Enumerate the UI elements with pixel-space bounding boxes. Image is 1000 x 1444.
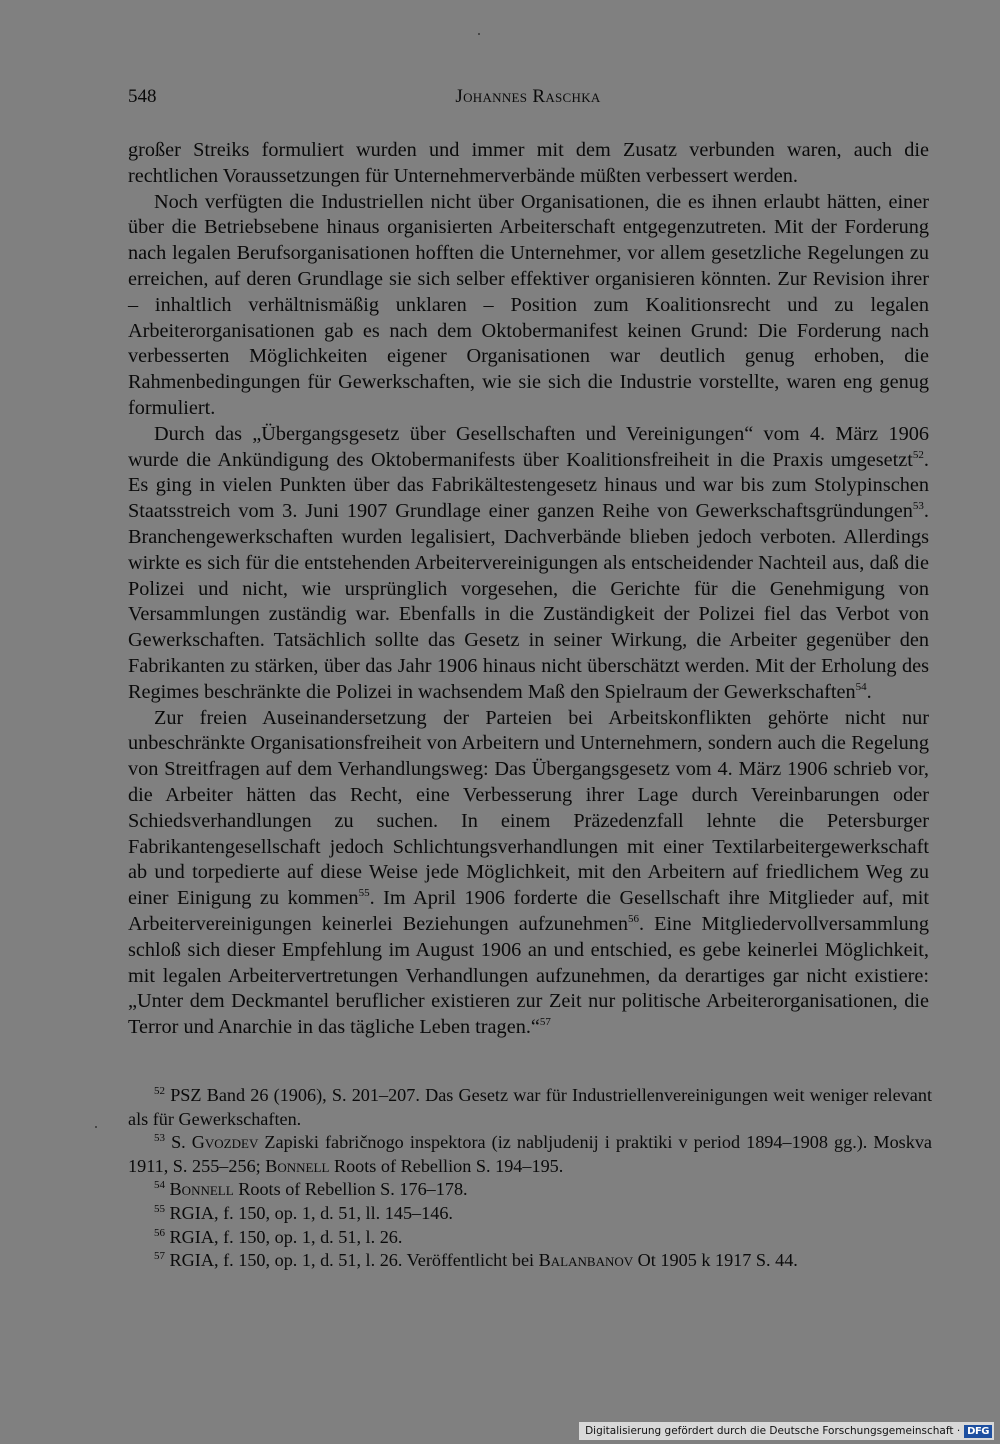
main-text <box>128 138 929 1041</box>
footnote-reference: 54 <box>855 680 867 693</box>
running-title: Johannes Raschka <box>455 86 601 107</box>
author-name: Bonnell <box>265 1155 330 1176</box>
dfg-logo: DFG <box>964 1425 992 1438</box>
text-run: RGIA, f. 150, op. 1, d. 51, ll. 145–146. <box>169 1202 453 1223</box>
footnote-reference: 55 <box>358 887 370 900</box>
text-run: großer Streiks formuliert wurden und immer mit dem Zusatz verbunden waren, auch die rechtlichen Voraussetzungen für Unternehmerverbände müßten verbessert werden. <box>128 139 929 187</box>
author-name: Bonnell <box>169 1179 234 1200</box>
text-run: Noch verfügten die Industriellen nicht über Organisationen, die es ihnen erlaubt hätten, einer über die Betriebsebene hinaus organisierten Arbeiterschaft entgegenzutreten. Mit der Forderung nach legalen Berufsorganisationen hofften die Unternehmer, vor allem gesetzliche Regelungen zu erreichen, auf deren Grundlage sie sich selber effektiver organisieren könnten. Zur Revision ihrer – inhaltlich verhältnismäßig unklaren – Position zum Koalitionsrecht und zu legalen Arbeiterorganisationen gab es nach dem Oktobermanifest keinen Grund: Die Forderung nach verbesserten Möglichkeiten eigener Organisationen war deutlich genug erhoben, die Rahmenbedingungen für Gewerkschaften, wie sie sich die Industrie vorstellte, waren eng genug formuliert. <box>128 190 929 419</box>
text-run: . Branchengewerkschaften wurden legalisiert, Dachverbände blieben jedoch verboten. Allerdings wirkte es sich für die entstehenden Arbeitervereinigungen als entscheidender Nachteil aus, daß die Polizei und nicht, wie ursprünglich vorgesehen, die Gerichte für die Genehmigung von Versammlungen zuständig war. Ebenfalls in die Zuständigkeit der Polizei fiel das Verbot von Gewerkschaften. Tatsächlich sollte das Gesetz in seiner Wirkung, die Arbeiter gegenüber den Fabrikanten zu stärken, über das Jahr 1906 hinaus nicht überschätzt werden. Mit der Erholung des Regimes beschränkte die Polizei in wachsendem Maß den Spielraum der Gewerkschaften <box>128 500 929 703</box>
footnote-reference: 56 <box>627 913 639 926</box>
footnote <box>128 1226 932 1250</box>
footnote-reference: 53 <box>912 500 924 513</box>
dfg-funding-banner <box>579 1422 994 1440</box>
paragraph <box>128 706 929 1041</box>
footnote <box>128 1131 932 1178</box>
text-run: PSZ Band 26 (1906), S. 201–207. Das Gesetz war für Industriellenvereinigungen weit weniger relevant als für Gewerkschaften. <box>128 1085 932 1129</box>
scan-speck <box>95 1126 97 1128</box>
text-run: . Im April 1906 forderte die Gesellschaft ihre Mitglieder auf, mit Arbeitervereinigungen keinerlei Beziehungen aufzunehmen <box>128 887 929 935</box>
text-run: Durch das „Übergangsgesetz über Gesellschaften und Vereinigungen“ vom 4. März 1906 wurde die Ankündigung des Oktobermanifests über Koalitionsfreiheit in die Praxis umgesetzt <box>128 422 929 471</box>
footnote <box>128 1202 932 1226</box>
footnote-reference: 52 <box>912 448 924 461</box>
author-name: S. Gvozdev <box>171 1132 259 1153</box>
dfg-banner-text: Digitalisierung gefördert durch die Deutsche Forschungsgemeinschaft · <box>585 1425 961 1437</box>
footnote-number: 55 <box>154 1202 165 1215</box>
footnotes <box>128 1084 932 1273</box>
page-number: 548 <box>128 86 157 107</box>
text-run: RGIA, f. 150, op. 1, d. 51, l. 26. <box>169 1226 403 1247</box>
text-run: . Eine Mitgliedervollversammlung schloß sich dieser Empfehlung im August 1906 an und entschied, es gebe keinerlei Möglichkeit, mit legalen Arbeitervertretungen Verhandlungen aufzunehmen, da derartiges gar nicht existiere: „Unter dem Deckmantel beruflicher existieren zur Zeit nur politische Arbeiterorganisationen, die Terror und Anarchie in das tägliche Leben tragen.“ <box>128 912 930 1039</box>
scan-speck <box>478 33 480 35</box>
footnote-number: 54 <box>154 1179 165 1192</box>
paragraph <box>128 138 929 190</box>
text-run: . Es ging in vielen Punkten über das Fabrikältestengesetz hinaus und war bis zum Stolypinschen Staatsstreich vom 3. Juni 1907 Grundlage einer ganzen Reihe von Gewerkschaftsgründungen <box>128 448 929 523</box>
footnote-number: 53 <box>154 1132 165 1145</box>
footnote-number: 52 <box>154 1084 165 1097</box>
text-run: Zapiski fabričnogo inspektora (iz nabljudenij i praktiki v period 1894–1908 gg.). Moskva 1911, S. 255–256; <box>128 1132 932 1176</box>
paragraph <box>128 422 929 706</box>
footnote-reference: 57 <box>539 1016 551 1029</box>
paragraph <box>128 190 929 422</box>
footnote <box>128 1084 932 1131</box>
text-run: Ot 1905 k 1917 S. 44. <box>633 1250 798 1271</box>
text-run: Roots of Rebellion S. 176–178. <box>233 1179 468 1200</box>
footnote <box>128 1249 932 1273</box>
text-run: . <box>866 680 872 703</box>
text-run: Roots of Rebellion S. 194–195. <box>329 1155 564 1176</box>
footnote-number: 56 <box>154 1226 165 1239</box>
text-run: RGIA, f. 150, op. 1, d. 51, l. 26. Veröffentlicht bei <box>169 1250 539 1271</box>
text-run: Zur freien Auseinandersetzung der Parteien bei Arbeitskonflikten gehörte nicht nur unbeschränkte Organisationsfreiheit von Arbeitern und Unternehmern, sondern auch die Regelung von Streitfragen auf dem Verhandlungsweg: Das Übergangsgesetz vom 4. März 1906 schrieb vor, die Arbeiter hätten das Recht, eine Verbesserung ihrer Lage durch Vereinbarungen oder Schiedsverhandlungen zu suchen. In einem Präzedenzfall lehnte die Petersburger Fabrikantengesellschaft jedoch Schlichtungsverhandlungen mit einer Textilarbeitergewerkschaft ab und torpedierte auf diese Weise jede Möglichkeit, mit den Arbeitern auf friedlichem Weg zu einer Einigung zu kommen <box>128 706 929 910</box>
author-name: Balanbanov <box>538 1250 634 1271</box>
page-header <box>128 86 928 116</box>
footnote <box>128 1178 932 1202</box>
footnote-number: 57 <box>154 1250 165 1263</box>
